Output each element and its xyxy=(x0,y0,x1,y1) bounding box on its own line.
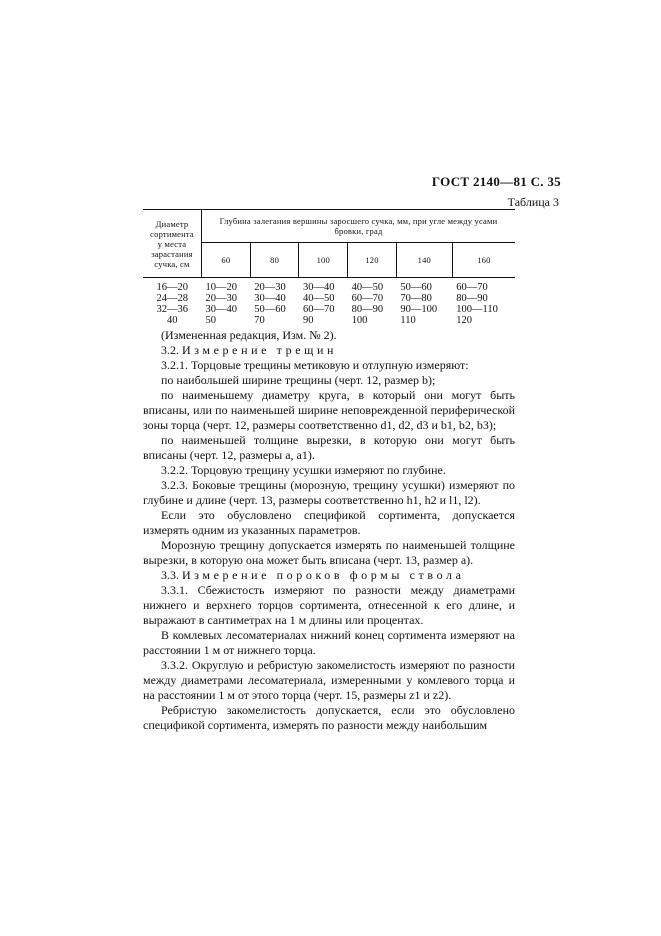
table-label: Таблица 3 xyxy=(507,195,559,209)
paragraph: 3.2.1. Торцовые трещины метиковую и отлупную измеряют: xyxy=(161,358,469,372)
paragraph: (Измененная редакция, Изм. № 2). xyxy=(161,328,337,342)
angle-header: 60 xyxy=(202,243,251,278)
sortiment-table xyxy=(143,209,515,326)
paragraph: Если это обусловлено спецификой сортимента, допускается измерять одним из указанных параметров. xyxy=(143,508,515,537)
paragraph: Морозную трещину допускается измерять по наименьшей толщине вырезки, в которую она может быть вписана (черт. 13, размер a). xyxy=(143,538,515,567)
section-heading: 3.3. Измерение пороков формы ствола xyxy=(161,568,465,582)
diameter-cell: 16—20 24—28 32—36 40 xyxy=(156,282,188,326)
depth-cell-80: 20—30 30—40 50—60 70 xyxy=(254,282,286,326)
page-header: ГОСТ 2140—81 С. 35 xyxy=(431,174,561,189)
angle-header: 120 xyxy=(348,243,397,278)
depth-cell-120: 40—50 60—70 80—90 100 xyxy=(351,282,384,326)
paragraph: 3.3.2. Округлую и ребристую закомелистость измеряют по разности между диаметрами лесоматериала, измеренными у комлевого торца и на расстоянии 1 м от этого торца (черт. 15, размеры z1 и z2). xyxy=(143,658,515,702)
angle-header: 160 xyxy=(452,243,515,278)
angle-header: 140 xyxy=(396,243,452,278)
paragraph: 3.3.1. Сбежистость измеряют по разности между диаметрами нижнего и верхнего торцов сортимента, отнесенной к его длине, и выражают в сантиметрах на 1 м длины или процентах. xyxy=(143,583,515,627)
depth-cell-140: 50—60 70—80 90—100 110 xyxy=(400,282,438,326)
paragraph: по наименьшей толщине вырезки, в которую они могут быть вписаны (черт. 12, размеры a, a1). xyxy=(143,433,515,462)
depth-cell-60: 10—20 20—30 30—40 50 xyxy=(205,282,237,326)
angle-header: 100 xyxy=(299,243,348,278)
paragraph: Ребристую закомелистость допускается, если это обусловлено спецификой сортимента, измерять по разности между наибольшим xyxy=(143,703,515,732)
depth-group-header: Глубина залегания вершины заросшего сучка, мм, при угле между усами бровки, град xyxy=(202,210,516,243)
body-text xyxy=(143,328,515,733)
paragraph: по наибольшей ширине трещины (черт. 12, размер b); xyxy=(161,373,436,387)
depth-cell-160: 60—70 80—90 100—110 120 xyxy=(456,282,498,326)
angle-header: 80 xyxy=(250,243,299,278)
paragraph: 3.2.2. Торцовую трещину усушки измеряют по глубине. xyxy=(161,463,446,477)
paragraph: 3.2.3. Боковые трещины (морозную, трещину усушки) измеряют по глубине и длине (черт. 13, размеры соответственно h1, h2 и l1, l2). xyxy=(143,478,515,507)
section-heading: 3.2. Измерение трещин xyxy=(161,343,338,357)
diameter-header: Диаметр сортимента у места зарастания сучка, см xyxy=(143,210,202,278)
table-row xyxy=(143,278,515,327)
paragraph: по наименьшему диаметру круга, в который они могут быть вписаны, или по наименьшей ширине неповрежденной периферической зоны торца (черт. 12, размеры соответственно d1, d2, d3 и b1, b2, b3); xyxy=(143,388,515,432)
depth-cell-100: 30—40 40—50 60—70 90 xyxy=(302,282,335,326)
paragraph: В комлевых лесоматериалах нижний конец сортимента измеряют на расстоянии 1 м от нижнего торца. xyxy=(143,628,515,657)
